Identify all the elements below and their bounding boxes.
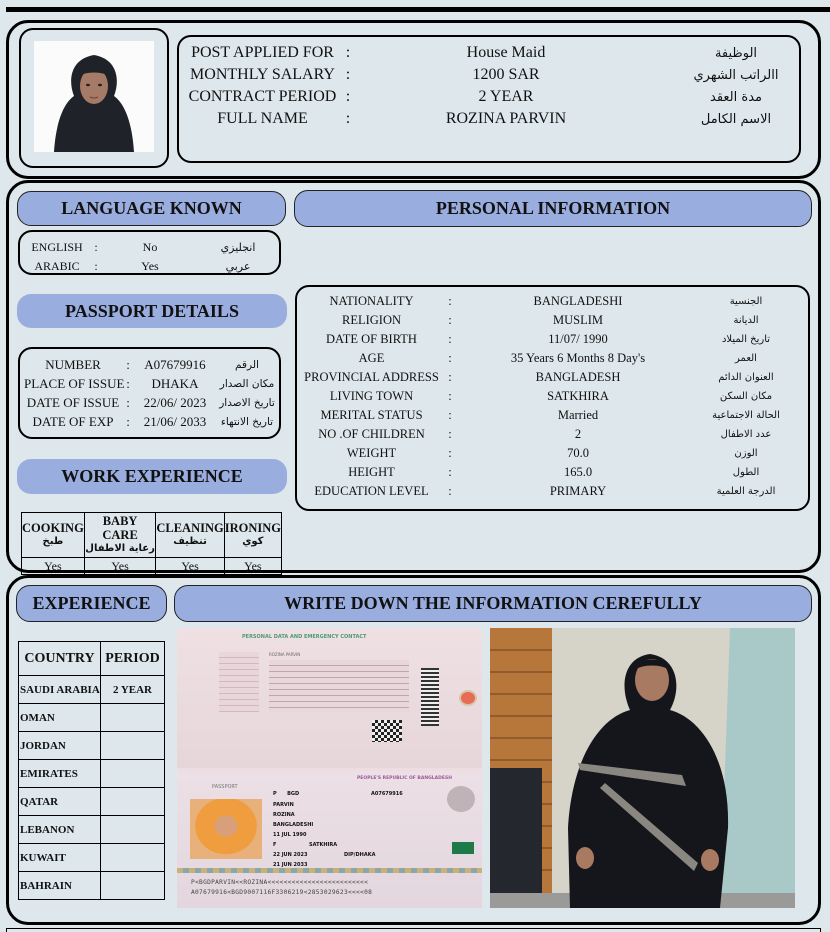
field-label: NUMBER — [45, 357, 101, 372]
field-label: NO .OF CHILDREN — [318, 427, 425, 441]
field-separator: : — [448, 408, 452, 422]
work-skill-label: CLEANING — [156, 521, 224, 535]
experience-row — [19, 676, 165, 704]
field-separator: : — [448, 294, 452, 308]
personal-info-row — [299, 427, 804, 442]
field-value: SATKHIRA — [547, 389, 609, 403]
header-row — [185, 44, 816, 62]
experience-row — [19, 704, 165, 732]
field-separator: : — [448, 313, 452, 327]
mrz-line-1: P<BGDPARVIN<<ROZINA<<<<<<<<<<<<<<<<<<<<<<<<< — [191, 879, 369, 886]
security-strip — [177, 868, 482, 873]
field-value: BANGLADESH — [535, 370, 621, 384]
field-label: AGE — [358, 351, 385, 365]
passport-field-values — [269, 660, 409, 712]
field-separator: : — [126, 395, 130, 410]
field-label-arabic: الطول — [732, 467, 760, 478]
passport-place: SATKHIRA — [309, 842, 338, 848]
passport-row — [24, 357, 282, 373]
work-experience-table — [21, 512, 282, 575]
work-skill-value: Yes — [224, 558, 281, 575]
field-label-arabic: تاريخ الانتهاء — [220, 416, 274, 428]
field-label: NATIONALITY — [329, 294, 414, 308]
field-label: CONTRACT PERIOD — [188, 88, 337, 105]
footer-frame — [6, 928, 821, 932]
personal-info-row — [299, 389, 804, 404]
field-value: BANGLADESHI — [533, 294, 623, 308]
experience-heading: EXPERIENCE — [16, 585, 167, 622]
experience-period — [101, 732, 165, 760]
field-separator: : — [448, 370, 452, 384]
passport-row — [24, 376, 282, 392]
work-skill-value: Yes — [22, 558, 85, 575]
passport-sex: F — [273, 842, 277, 848]
experience-country: JORDAN — [19, 732, 101, 760]
work-skill-label: BABY CARE — [102, 514, 138, 542]
field-label: HEIGHT — [348, 465, 395, 479]
full-body-photo — [490, 628, 795, 908]
language-known-heading: LANGUAGE KNOWN — [17, 191, 286, 226]
field-label-arabic: تاريخ الاصدار — [219, 397, 275, 409]
field-value: Yes — [141, 259, 159, 273]
personal-info-row — [299, 370, 804, 385]
field-label: ENGLISH — [31, 240, 83, 254]
passport-surname: PARVIN — [273, 802, 294, 808]
field-separator: : — [126, 357, 130, 372]
field-label-arabic: تاريخ الميلاد — [721, 334, 771, 345]
language-row — [22, 240, 282, 255]
experience-period — [101, 704, 165, 732]
field-label-arabic: الرقم — [235, 359, 259, 371]
country-header: COUNTRY — [19, 642, 101, 676]
field-label: WEIGHT — [346, 446, 397, 460]
passport-scan-image — [177, 628, 482, 908]
header-row — [185, 66, 816, 84]
qr-code-icon — [372, 720, 402, 742]
work-skill-value: Yes — [84, 558, 156, 575]
field-value: PRIMARY — [549, 484, 607, 498]
experience-country: KUWAIT — [19, 844, 101, 872]
passport-holder-photo — [190, 799, 262, 859]
field-label: FULL NAME — [217, 110, 308, 127]
passport-ghost-photo — [447, 786, 475, 812]
field-separator: : — [94, 259, 98, 273]
experience-period — [101, 816, 165, 844]
emblem-icon — [459, 690, 477, 706]
field-label-arabic: مكان الصدار — [219, 378, 275, 390]
experience-country: OMAN — [19, 704, 101, 732]
experience-country: QATAR — [19, 788, 101, 816]
field-separator: : — [345, 66, 351, 83]
work-skill-label-arabic: طبخ — [42, 536, 64, 547]
field-label-arabic: العمر — [735, 353, 757, 364]
header-row — [185, 110, 816, 128]
work-skill-header — [156, 513, 224, 558]
experience-row — [19, 732, 165, 760]
experience-country: SAUDI ARABIA — [19, 676, 101, 704]
experience-country: LEBANON — [19, 816, 101, 844]
field-label-arabic: عربي — [225, 260, 251, 273]
passport-type-code — [273, 791, 299, 797]
field-separator: : — [448, 484, 452, 498]
person-full-body-icon — [490, 628, 795, 908]
experience-row — [19, 844, 165, 872]
field-separator: : — [345, 110, 351, 127]
field-label: DATE OF BIRTH — [326, 332, 417, 346]
personal-info-row — [299, 484, 804, 499]
field-value: Married — [557, 408, 599, 422]
field-value: 2 — [574, 427, 582, 441]
field-value: 1200 SAR — [472, 66, 540, 83]
field-separator: : — [448, 389, 452, 403]
passport-issue: 22 JUN 2023 — [273, 852, 308, 858]
work-skill-label: IRONING — [224, 521, 281, 535]
work-skill-header — [84, 513, 156, 558]
field-separator: : — [345, 44, 351, 61]
field-separator: : — [448, 446, 452, 460]
experience-period — [101, 760, 165, 788]
passport-data-page — [177, 628, 482, 768]
personal-info-row — [299, 294, 804, 309]
passport-authority: DIP/DHAKA — [344, 852, 376, 858]
experience-row — [19, 872, 165, 900]
field-value: 35 Years 6 Months 8 Day's — [510, 351, 646, 365]
field-value: House Maid — [466, 44, 546, 61]
field-label-arabic: مدة العقد — [710, 89, 762, 105]
field-value: 2 YEAR — [478, 88, 534, 105]
field-value: No — [142, 240, 158, 254]
experience-row — [19, 788, 165, 816]
field-label-arabic: الوزن — [734, 448, 758, 459]
barcode-icon — [421, 668, 439, 726]
field-label: DATE OF EXP — [32, 414, 114, 429]
work-skill-header — [224, 513, 281, 558]
field-label-arabic: عدد الاطفال — [720, 429, 772, 440]
field-label: ARABIC — [34, 259, 80, 273]
passport-number: A07679916 — [371, 791, 403, 797]
bangladesh-flag-icon — [452, 842, 474, 854]
field-label-arabic: الوظيفة — [714, 45, 758, 61]
passport-field-labels — [219, 652, 259, 712]
passport-code: BGD — [287, 791, 300, 797]
field-value: 21/06/ 2033 — [143, 414, 207, 429]
field-label-arabic: الديانة — [733, 315, 759, 326]
field-label: POST APPLIED FOR — [191, 44, 334, 61]
work-skill-label-arabic: كوي — [242, 536, 264, 547]
field-label: MERITAL STATUS — [320, 408, 423, 422]
field-label: DATE OF ISSUE — [26, 395, 120, 410]
field-label: PROVINCIAL ADDRESS — [304, 370, 439, 384]
experience-period — [101, 844, 165, 872]
field-label: LIVING TOWN — [329, 389, 414, 403]
field-value: 22/06/ 2023 — [143, 395, 207, 410]
field-separator: : — [448, 332, 452, 346]
field-separator: : — [94, 240, 98, 254]
work-experience-heading: WORK EXPERIENCE — [17, 459, 287, 494]
passport-details-heading: PASSPORT DETAILS — [17, 294, 287, 328]
field-label-arabic: الحالة الاجتماعية — [712, 410, 780, 421]
field-label-arabic: الدرجة العلمية — [716, 486, 776, 497]
field-separator: : — [448, 465, 452, 479]
experience-period: 2 YEAR — [101, 676, 165, 704]
passport-type: P — [273, 791, 277, 797]
work-skill-label-arabic: تنظيف — [173, 536, 207, 547]
field-label: EDUCATION LEVEL — [314, 484, 429, 498]
passport-dob: 11 JUL 1990 — [273, 832, 307, 838]
work-skill-label-arabic: رعاية الاطفال — [85, 543, 155, 554]
top-rule — [6, 7, 830, 12]
field-value: DHAKA — [151, 376, 199, 391]
field-label-arabic: مكان السكن — [719, 391, 773, 402]
personal-info-row — [299, 332, 804, 347]
field-label: MONTHLY SALARY — [190, 66, 335, 83]
field-label-arabic: الجنسية — [729, 296, 763, 307]
mrz-line-2: A07679916<BGD9007116F3306219<2853029623<<<<08 — [191, 889, 373, 896]
experience-country: BAHRAIN — [19, 872, 101, 900]
work-skill-label: COOKING — [22, 521, 84, 535]
period-header: PERIOD — [101, 642, 165, 676]
personal-info-row — [299, 465, 804, 480]
personal-info-row — [299, 313, 804, 328]
personal-information-heading: PERSONAL INFORMATION — [294, 190, 812, 227]
passport-row — [24, 414, 282, 430]
work-skill-value: Yes — [156, 558, 224, 575]
field-separator: : — [126, 414, 130, 429]
field-separator: : — [126, 376, 130, 391]
passport-nationality: BANGLADESHI — [273, 822, 314, 828]
passport-bio-page — [177, 771, 482, 908]
field-label-arabic: االراتب الشهري — [693, 67, 779, 83]
field-value: MUSLIM — [552, 313, 603, 327]
passport-page-title: PERSONAL DATA AND EMERGENCY CONTACT — [242, 634, 367, 640]
header-row — [185, 88, 816, 106]
passport-doc-label: PASSPORT — [212, 784, 238, 790]
field-value: ROZINA PARVIN — [445, 110, 567, 127]
work-skill-header — [22, 513, 85, 558]
field-separator: : — [345, 88, 351, 105]
experience-row — [19, 760, 165, 788]
passport-scan-name: ROZINA PARVIN — [269, 652, 301, 657]
field-value: 11/07/ 1990 — [548, 332, 608, 346]
personal-info-row — [299, 408, 804, 423]
person-portrait-icon — [34, 41, 154, 152]
field-label-arabic: الاسم الكامل — [700, 111, 772, 127]
passport-expiry: 21 JUN 2033 — [273, 862, 308, 868]
experience-period — [101, 788, 165, 816]
passport-given: ROZINA — [273, 812, 295, 818]
notice-heading: WRITE DOWN THE INFORMATION CEREFULLY — [174, 585, 812, 622]
field-label-arabic: العنوان الدائم — [718, 372, 774, 383]
passport-row — [24, 395, 282, 411]
personal-info-row — [299, 446, 804, 461]
experience-row — [19, 816, 165, 844]
field-label-arabic: انجليزي — [220, 241, 256, 254]
portrait-photo — [34, 41, 154, 152]
field-label: PLACE OF ISSUE — [24, 376, 125, 391]
field-value: 70.0 — [567, 446, 589, 460]
personal-info-row — [299, 351, 804, 366]
experience-country: EMIRATES — [19, 760, 101, 788]
field-separator: : — [448, 427, 452, 441]
experience-table — [18, 641, 165, 900]
field-value: 165.0 — [563, 465, 593, 479]
experience-period — [101, 872, 165, 900]
field-value: A07679916 — [144, 357, 206, 372]
field-separator: : — [448, 351, 452, 365]
field-label: RELIGION — [341, 313, 401, 327]
passport-country-line: PEOPLE'S REPUBLIC OF BANGLADESH — [357, 776, 452, 781]
language-row — [22, 259, 282, 274]
